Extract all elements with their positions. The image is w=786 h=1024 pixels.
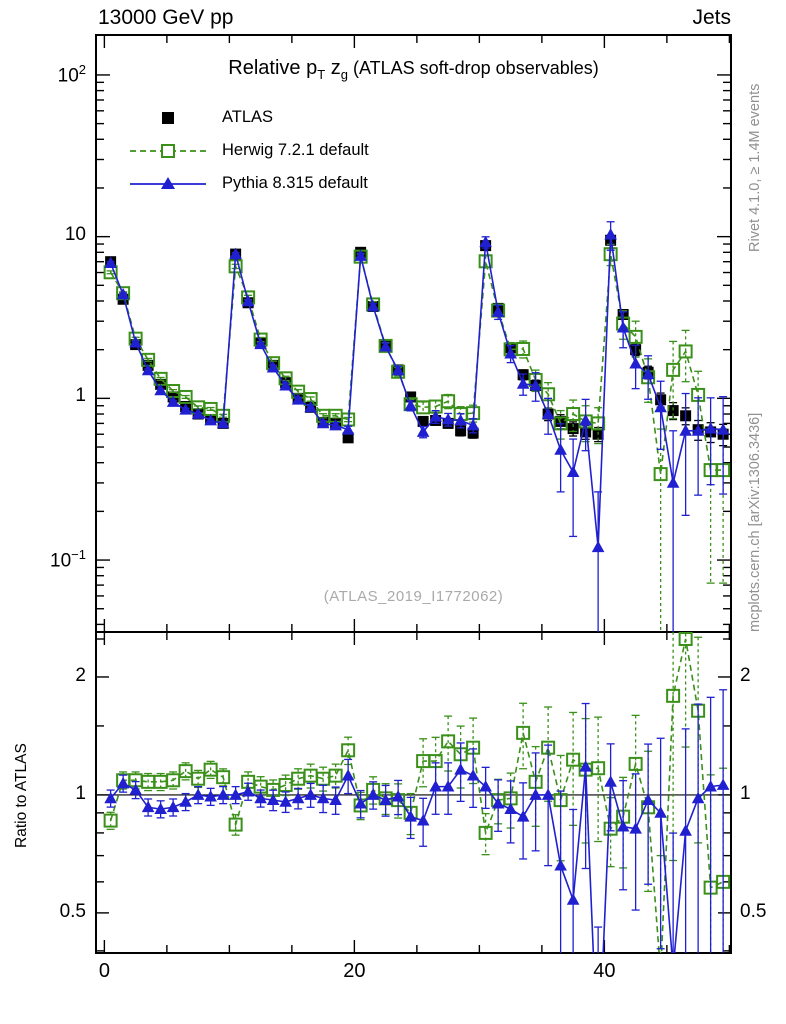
pythia-marker bbox=[117, 288, 130, 299]
legend bbox=[128, 101, 369, 200]
ratio-axis-label: Ratio to ATLAS bbox=[13, 743, 30, 848]
pythia-series-line bbox=[111, 235, 724, 548]
title-subscript-zg: g bbox=[340, 67, 348, 82]
pythia-marker bbox=[129, 783, 142, 794]
ratio-tick-label-right: 1 bbox=[740, 782, 751, 804]
ratio-tick-label-left: 2 bbox=[75, 664, 86, 686]
pythia-marker bbox=[467, 769, 480, 780]
ratio-tick-label-right: 0.5 bbox=[740, 900, 767, 922]
pythia-marker bbox=[679, 824, 692, 835]
title-subscript-pt: T bbox=[317, 67, 326, 82]
y-axis-tick-label: 10 bbox=[64, 223, 86, 245]
ratio-tick-label-left: 1 bbox=[75, 782, 86, 804]
herwig-marker bbox=[655, 968, 667, 980]
pythia-marker bbox=[667, 476, 680, 487]
pythia-marker bbox=[567, 893, 580, 904]
pythia-marker bbox=[167, 801, 180, 812]
pythia-marker bbox=[717, 779, 730, 790]
pythia-marker bbox=[117, 777, 130, 788]
legend-item bbox=[128, 101, 369, 134]
mcplots-arxiv-label: mcplots.cern.ch [arXiv:1306.3436] bbox=[747, 412, 763, 632]
x-axis-tick-label: 0 bbox=[98, 960, 110, 982]
pythia-marker bbox=[604, 775, 617, 786]
pythia-marker bbox=[392, 790, 405, 801]
pythia-ratio-series-line bbox=[111, 767, 724, 1024]
blue-solid-triangle-icon bbox=[128, 173, 208, 195]
pythia-marker bbox=[342, 769, 355, 780]
pythia-marker bbox=[404, 810, 417, 821]
pythia-marker bbox=[304, 788, 317, 799]
x-axis-tick-label: 40 bbox=[593, 960, 616, 982]
pythia-marker bbox=[667, 962, 680, 973]
pythia-marker bbox=[454, 763, 467, 774]
pythia-marker bbox=[467, 419, 480, 430]
black-filled-square-icon bbox=[128, 107, 208, 129]
legend-item-label: Herwig 7.2.1 default bbox=[222, 141, 369, 159]
pythia-marker bbox=[517, 810, 530, 821]
pythia-marker bbox=[554, 859, 567, 870]
pythia-marker bbox=[617, 321, 630, 332]
legend-item-label: ATLAS bbox=[222, 108, 274, 126]
pythia-marker bbox=[592, 541, 605, 552]
ratio-tick-label-right: 2 bbox=[740, 664, 751, 686]
legend-item bbox=[128, 134, 369, 167]
y-axis-tick-label: $10^2$ bbox=[57, 61, 86, 87]
pythia-marker bbox=[604, 228, 617, 239]
pythia-marker bbox=[242, 785, 255, 796]
y-axis-tick-label: 1 bbox=[75, 385, 86, 407]
pythia-marker bbox=[554, 443, 567, 454]
legend-item bbox=[128, 167, 369, 200]
pythia-marker bbox=[629, 357, 642, 368]
beam-energy-label: 13000 GeV pp bbox=[98, 6, 234, 29]
rivet-version-label: Rivet 4.1.0, ≥ 1.4M events bbox=[747, 83, 763, 252]
plot-title: Relative $p_T$ $z_g$ (ATLAS soft-drop observables) bbox=[228, 57, 599, 82]
y-axis-tick-label: $10^{-1}$ bbox=[50, 547, 86, 572]
herwig-series-line bbox=[111, 254, 724, 474]
analysis-id-watermark: (ATLAS_2019_I1772062) bbox=[323, 588, 504, 605]
analysis-group-label: Jets bbox=[692, 6, 731, 29]
green-dashed-open-square-icon bbox=[128, 140, 208, 162]
legend-item-label: Pythia 8.315 default bbox=[222, 174, 368, 192]
ratio-tick-label-left: 0.5 bbox=[59, 900, 86, 922]
pythia-marker bbox=[179, 795, 192, 806]
pythia-marker bbox=[567, 466, 580, 477]
herwig-series bbox=[105, 244, 730, 635]
pythia-marker bbox=[192, 788, 205, 799]
x-axis-tick-label: 20 bbox=[343, 960, 366, 982]
pythia-marker bbox=[367, 788, 380, 799]
